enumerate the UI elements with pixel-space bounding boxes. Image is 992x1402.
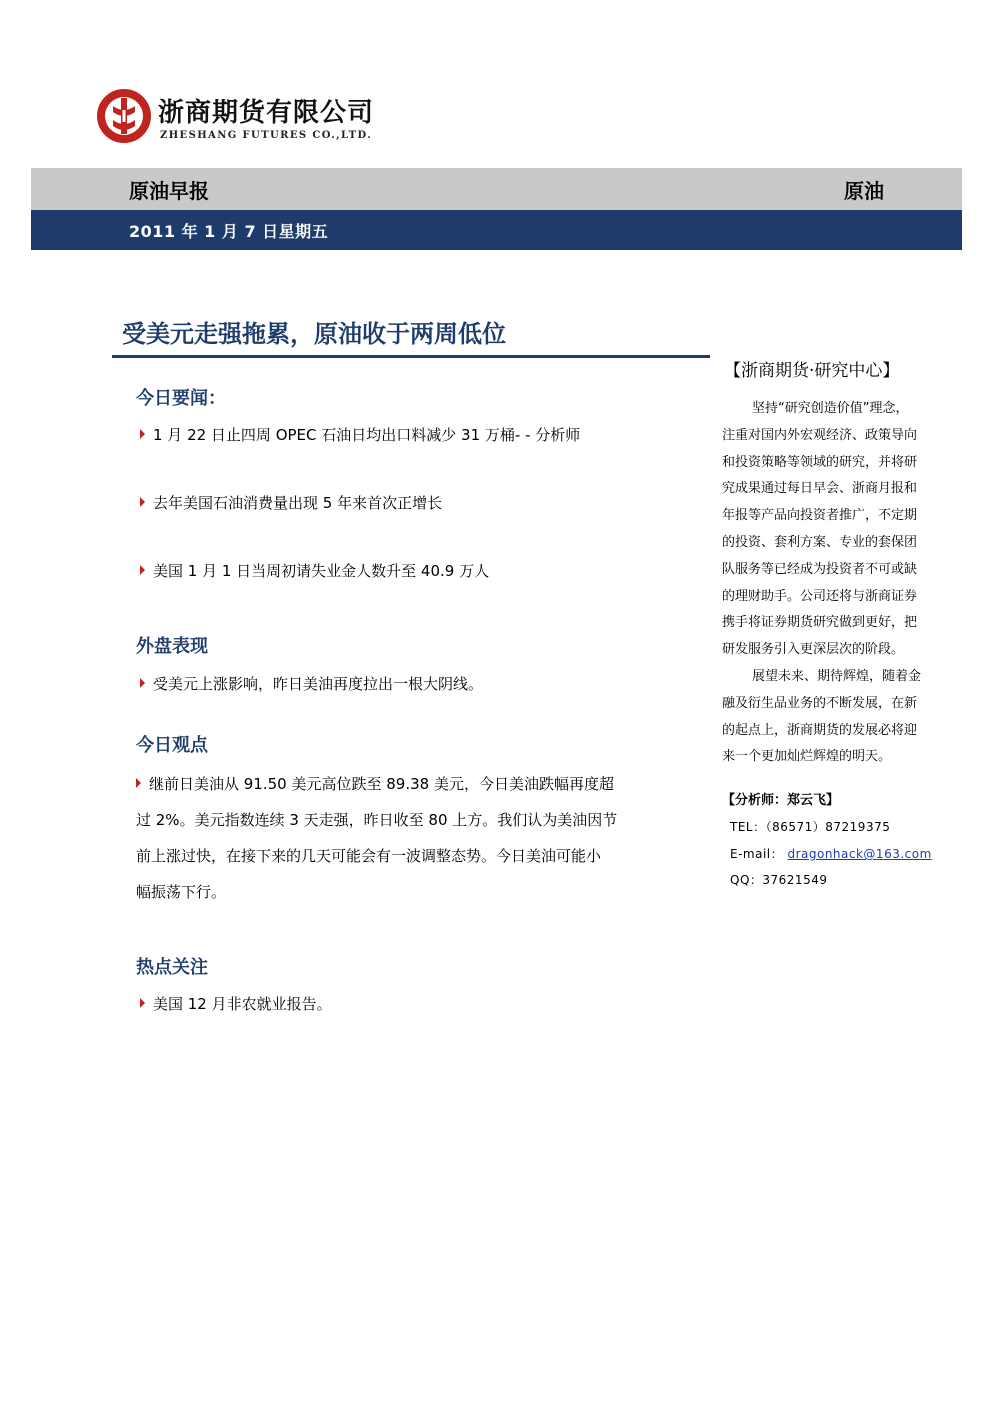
report-date-bar <box>31 210 962 250</box>
news-item: 美国 1 月 1 日当周初请失业金人数升至 40.9 万人 <box>140 560 489 581</box>
bullet-arrow-icon <box>140 565 145 575</box>
analyst-tel: TEL：（86571）87219375 <box>730 820 891 834</box>
bullet-arrow-icon <box>140 429 145 439</box>
company-name-en: ZHESHANG FUTURES CO.,LTD. <box>160 130 373 141</box>
overseas-item: 受美元上涨影响，昨日美油再度拉出一根大阴线。 <box>140 673 483 694</box>
bullet-arrow-icon <box>140 678 145 688</box>
headline: 受美元走强拖累，原油收于两周低位 <box>122 320 506 348</box>
sidebar-intro: 坚持“研究创造价值”理念， 注重对国内外宏观经济、政策导向 和投资策略等领域的研究，并将研 究成果通过每日早会、浙商月报和 年报等产品向投资者推广，不定期 的投资、套利方案、专业的套保团 队服务等已经成为投资者不可或缺 的理财助手。公司还将与浙商证券 携手将证券期货研究做到更好，把 研发服务引入更深层次的阶段。 展望未来、期待辉煌，随着金 融及衍生品业务的不断发展，在新 的起点上，浙商期货的发展必将迎 来一个更加灿烂辉煌的明天。 <box>722 401 922 765</box>
news-item: 去年美国石油消费量出现 5 年来首次正增长 <box>140 492 442 513</box>
analyst-qq: QQ：37621549 <box>730 873 828 887</box>
section-title-news: 今日要闻： <box>136 388 226 409</box>
sidebar-title: 【浙商期货·研究中心】 <box>724 361 900 381</box>
report-title-bar <box>31 168 962 210</box>
analyst-email: E-mail： dragonhack@163.com <box>730 847 932 861</box>
company-name-cn: 浙商期货有限公司 <box>158 98 375 128</box>
section-title-view: 今日观点 <box>136 735 208 756</box>
bullet-arrow-icon <box>136 778 141 788</box>
view-paragraph: 继前日美油从 91.50 美元高位跌至 89.38 美元，今日美油跌幅再度超 过 2%。美元指数连续 3 天走强，昨日收至 80 上方。我们认为美油因节 前上涨过快，在接下来的几天可能会有一波调整态势。今日美油可能小 幅振荡下行。 <box>136 775 618 901</box>
report-date: 2011 年 1 月 7 日星期五 <box>129 222 329 241</box>
hotspot-item: 美国 12 月非农就业报告。 <box>140 993 332 1014</box>
email-link[interactable]: dragonhack@163.com <box>787 847 932 861</box>
report-name: 原油早报 <box>129 179 209 203</box>
bullet-arrow-icon <box>140 998 145 1008</box>
analyst-label: 【分析师：郑云飞】 <box>722 793 840 808</box>
headline-divider <box>112 355 710 358</box>
company-logo <box>96 88 386 152</box>
section-title-hotspot: 热点关注 <box>136 957 208 978</box>
report-category: 原油 <box>844 179 884 203</box>
company-logo-icon <box>96 88 152 144</box>
bullet-arrow-icon <box>140 497 145 507</box>
section-title-overseas: 外盘表现 <box>136 636 208 657</box>
news-item: 1 月 22 日止四周 OPEC 石油日均出口料减少 31 万桶- - 分析师 <box>140 424 580 445</box>
